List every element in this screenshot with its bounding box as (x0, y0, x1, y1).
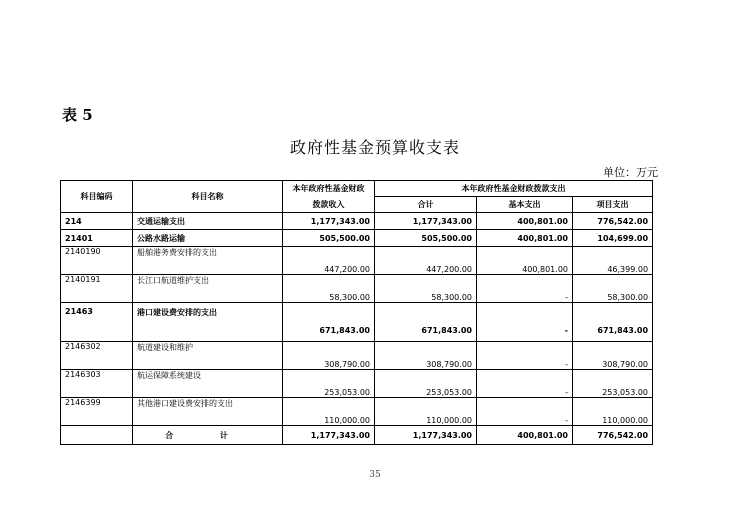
table-row (61, 303, 653, 342)
row-name: 航运保障系统建设 (133, 370, 283, 398)
header-basic: 基本支出 (477, 197, 573, 213)
total-total: 1,177,343.00 (375, 426, 477, 445)
table-row (61, 398, 653, 426)
row-basic: 400,801.00 (477, 230, 573, 247)
header-code: 科目编码 (61, 181, 133, 213)
row-project: 46,399.00 (573, 247, 653, 275)
row-income: 253,053.00 (283, 370, 375, 398)
table-row (61, 213, 653, 230)
header-row-1 (61, 181, 653, 197)
total-code (61, 426, 133, 445)
row-code: 214 (61, 213, 133, 230)
row-total: 671,843.00 (375, 303, 477, 342)
row-code: 2146303 (61, 370, 133, 398)
row-project: 104,699.00 (573, 230, 653, 247)
row-total: 1,177,343.00 (375, 213, 477, 230)
header-project: 项目支出 (573, 197, 653, 213)
row-income: 505,500.00 (283, 230, 375, 247)
row-code: 21401 (61, 230, 133, 247)
row-income: 1,177,343.00 (283, 213, 375, 230)
row-basic: - (477, 398, 573, 426)
row-name: 航道建设和维护 (133, 342, 283, 370)
table-row (61, 230, 653, 247)
row-code: 21463 (61, 303, 133, 342)
row-basic: - (477, 342, 573, 370)
row-name: 船舶港务费安排的支出 (133, 247, 283, 275)
unit-label: 单位：万元 (603, 166, 658, 179)
row-name: 长江口航道维护支出 (133, 275, 283, 303)
row-name: 港口建设费安排的支出 (133, 303, 283, 342)
row-code: 2146302 (61, 342, 133, 370)
table-row (61, 247, 653, 275)
row-project: 776,542.00 (573, 213, 653, 230)
row-project: 58,300.00 (573, 275, 653, 303)
page-number: 35 (369, 470, 381, 480)
row-code: 2140190 (61, 247, 133, 275)
header-expense-group: 本年政府性基金财政拨款支出 (375, 181, 653, 197)
row-code: 2146399 (61, 398, 133, 426)
row-code: 2140191 (61, 275, 133, 303)
row-income: 671,843.00 (283, 303, 375, 342)
header-income-line1: 本年政府性基金财政 (283, 181, 375, 197)
row-project: 671,843.00 (573, 303, 653, 342)
total-project: 776,542.00 (573, 426, 653, 445)
table-row (61, 275, 653, 303)
row-total: 110,000.00 (375, 398, 477, 426)
row-basic: - (477, 303, 573, 342)
header-total: 合计 (375, 197, 477, 213)
table-label: 表 5 (62, 106, 93, 124)
row-basic: - (477, 275, 573, 303)
page-title: 政府性基金预算收支表 (289, 138, 460, 157)
row-total: 58,300.00 (375, 275, 477, 303)
row-basic: 400,801.00 (477, 247, 573, 275)
row-total: 447,200.00 (375, 247, 477, 275)
row-project: 253,053.00 (573, 370, 653, 398)
row-total: 505,500.00 (375, 230, 477, 247)
row-total: 308,790.00 (375, 342, 477, 370)
row-name: 交通运输支出 (133, 213, 283, 230)
row-basic: 400,801.00 (477, 213, 573, 230)
total-row (61, 426, 653, 445)
total-income: 1,177,343.00 (283, 426, 375, 445)
row-project: 110,000.00 (573, 398, 653, 426)
row-basic: - (477, 370, 573, 398)
row-income: 308,790.00 (283, 342, 375, 370)
total-basic: 400,801.00 (477, 426, 573, 445)
row-name: 其他港口建设费安排的支出 (133, 398, 283, 426)
row-income: 110,000.00 (283, 398, 375, 426)
row-name: 公路水路运输 (133, 230, 283, 247)
header-income-line2: 拨款收入 (283, 197, 375, 213)
total-label: 合 计 (133, 426, 283, 445)
budget-table (60, 180, 653, 445)
row-income: 58,300.00 (283, 275, 375, 303)
row-project: 308,790.00 (573, 342, 653, 370)
row-total: 253,053.00 (375, 370, 477, 398)
row-income: 447,200.00 (283, 247, 375, 275)
table-row (61, 342, 653, 370)
table-row (61, 370, 653, 398)
header-name: 科目名称 (133, 181, 283, 213)
